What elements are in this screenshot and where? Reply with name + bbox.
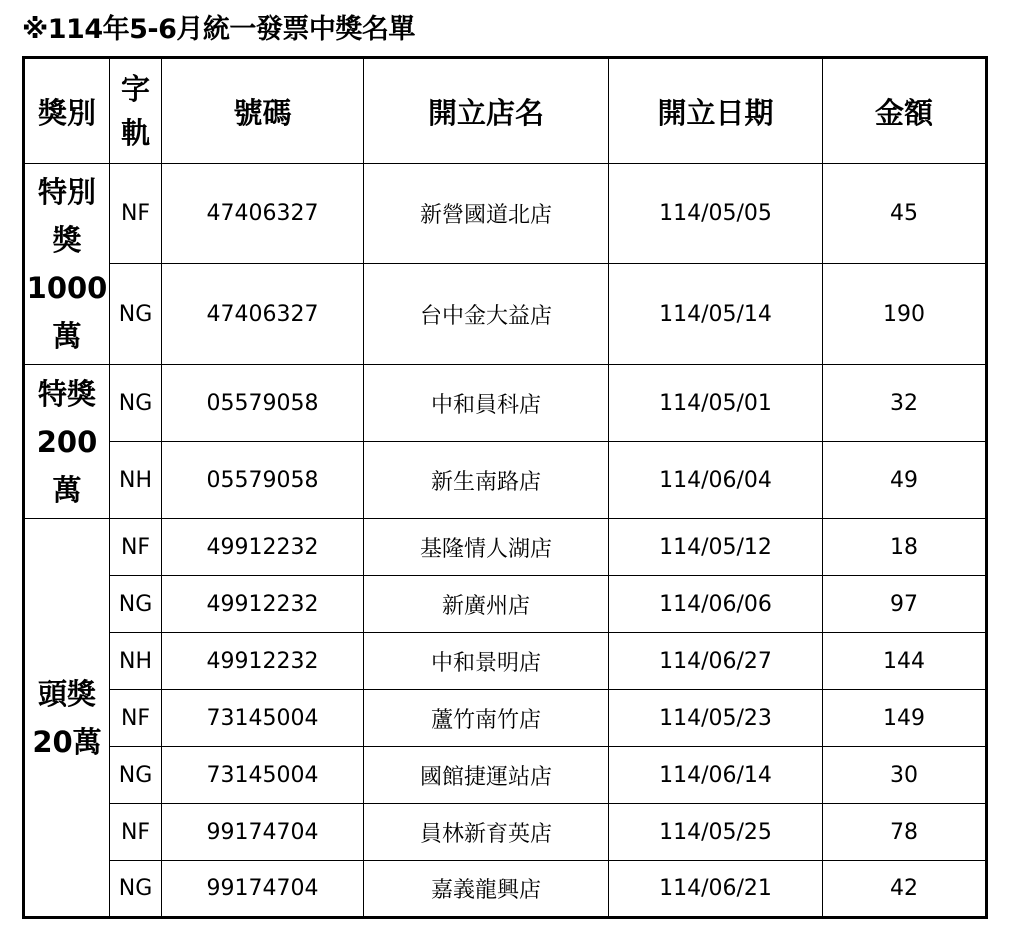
track-cell: NF <box>110 164 162 264</box>
track-cell: NF <box>110 804 162 861</box>
track-cell: NH <box>110 442 162 519</box>
track-cell: NG <box>110 861 162 918</box>
store-cell: 新生南路店 <box>364 442 609 519</box>
date-cell: 114/06/14 <box>609 747 823 804</box>
date-cell: 114/05/05 <box>609 164 823 264</box>
amount-cell: 30 <box>823 747 987 804</box>
track-cell: NG <box>110 576 162 633</box>
header-track <box>110 58 162 164</box>
table-row <box>24 633 987 690</box>
header-date: 開立日期 <box>609 58 823 164</box>
amount-cell: 42 <box>823 861 987 918</box>
date-cell: 114/05/25 <box>609 804 823 861</box>
prize-cell-special-200 <box>24 365 110 519</box>
amount-cell: 32 <box>823 365 987 442</box>
table-row <box>24 365 987 442</box>
table-row <box>24 264 987 365</box>
prize-line: 20萬 <box>32 724 102 759</box>
amount-cell: 149 <box>823 690 987 747</box>
prize-cell-first-20 <box>24 519 110 918</box>
table-row <box>24 164 987 264</box>
prize-line: 頭獎 <box>37 676 96 711</box>
header-number: 號碼 <box>162 58 364 164</box>
store-cell: 新營國道北店 <box>364 164 609 264</box>
header-amount: 金額 <box>823 58 987 164</box>
track-cell: NF <box>110 690 162 747</box>
store-cell: 蘆竹南竹店 <box>364 690 609 747</box>
prize-line: 1000 <box>26 271 108 305</box>
table-row <box>24 747 987 804</box>
track-cell: NF <box>110 519 162 576</box>
number-cell: 73145004 <box>162 690 364 747</box>
store-cell: 台中金大益店 <box>364 264 609 365</box>
date-cell: 114/05/23 <box>609 690 823 747</box>
amount-cell: 49 <box>823 442 987 519</box>
track-cell: NH <box>110 633 162 690</box>
winning-list-table <box>22 56 988 919</box>
number-cell: 99174704 <box>162 804 364 861</box>
header-store: 開立店名 <box>364 58 609 164</box>
number-cell: 05579058 <box>162 365 364 442</box>
prize-line: 獎 <box>52 223 82 257</box>
amount-cell: 97 <box>823 576 987 633</box>
prize-cell-special-1000 <box>24 164 110 365</box>
prize-line: 特別 <box>37 175 96 209</box>
number-cell: 99174704 <box>162 861 364 918</box>
date-cell: 114/05/01 <box>609 365 823 442</box>
store-cell: 嘉義龍興店 <box>364 861 609 918</box>
store-cell: 中和景明店 <box>364 633 609 690</box>
amount-cell: 144 <box>823 633 987 690</box>
table-row <box>24 442 987 519</box>
number-cell: 73145004 <box>162 747 364 804</box>
header-track-line2: 軌 <box>120 116 150 150</box>
header-prize: 獎別 <box>24 58 110 164</box>
track-cell: NG <box>110 365 162 442</box>
prize-line: 萬 <box>52 472 82 507</box>
table-row <box>24 519 987 576</box>
amount-cell: 78 <box>823 804 987 861</box>
prize-line: 萬 <box>52 319 82 353</box>
number-cell: 49912232 <box>162 576 364 633</box>
store-cell: 國館捷運站店 <box>364 747 609 804</box>
number-cell: 49912232 <box>162 633 364 690</box>
number-cell: 47406327 <box>162 164 364 264</box>
page-title: ※114年5-6月統一發票中獎名單 <box>22 14 415 45</box>
table-row <box>24 861 987 918</box>
store-cell: 基隆情人湖店 <box>364 519 609 576</box>
amount-cell: 45 <box>823 164 987 264</box>
number-cell: 05579058 <box>162 442 364 519</box>
number-cell: 47406327 <box>162 264 364 365</box>
date-cell: 114/06/21 <box>609 861 823 918</box>
store-cell: 中和員科店 <box>364 365 609 442</box>
date-cell: 114/05/14 <box>609 264 823 365</box>
amount-cell: 190 <box>823 264 987 365</box>
track-cell: NG <box>110 264 162 365</box>
table-row <box>24 804 987 861</box>
store-cell: 新廣州店 <box>364 576 609 633</box>
store-cell: 員林新育英店 <box>364 804 609 861</box>
date-cell: 114/06/04 <box>609 442 823 519</box>
prize-line: 200 <box>36 424 98 459</box>
amount-cell: 18 <box>823 519 987 576</box>
header-track-line1: 字 <box>120 72 150 106</box>
prize-line: 特獎 <box>37 376 96 411</box>
date-cell: 114/05/12 <box>609 519 823 576</box>
number-cell: 49912232 <box>162 519 364 576</box>
date-cell: 114/06/06 <box>609 576 823 633</box>
date-cell: 114/06/27 <box>609 633 823 690</box>
track-cell: NG <box>110 747 162 804</box>
header-row <box>24 58 987 164</box>
table-row <box>24 690 987 747</box>
table-row <box>24 576 987 633</box>
